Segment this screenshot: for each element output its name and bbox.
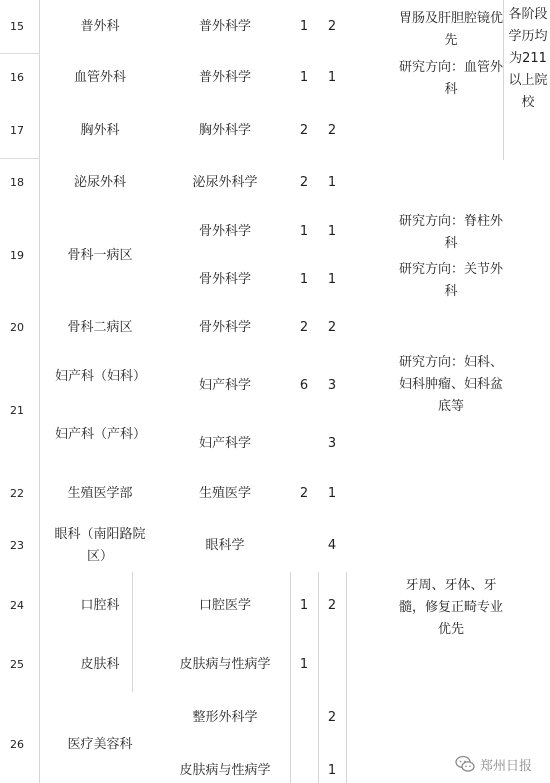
wechat-icon: [455, 754, 475, 774]
count-a: 1: [299, 70, 309, 85]
count-b: 2: [327, 710, 337, 725]
count-b: 2: [327, 320, 337, 335]
department: 生殖医学部: [67, 486, 133, 501]
row-number: 22: [10, 487, 24, 500]
count-a: 1: [299, 272, 309, 287]
watermark-text: 郑州日报: [480, 758, 533, 774]
major: 骨外科学: [198, 224, 251, 239]
major: 整形外科学: [192, 710, 258, 725]
row-number: 25: [10, 658, 24, 671]
note: 胃肠及肝胆腔镜优先: [398, 11, 503, 48]
department: 胸外科: [80, 123, 120, 138]
major: 胸外科学: [198, 123, 251, 138]
count-b: 3: [327, 378, 337, 393]
major: 皮肤病与性病学: [179, 763, 271, 778]
row-number: 26: [10, 738, 24, 751]
row-number: 18: [10, 176, 24, 189]
count-b: 3: [327, 436, 337, 451]
row-number: 17: [10, 124, 24, 137]
count-b: 2: [327, 598, 337, 613]
count-b: 1: [327, 272, 337, 287]
note: 研究方向：关节外科: [398, 262, 503, 299]
major: 生殖医学: [198, 486, 251, 501]
department: 泌尿外科: [73, 175, 126, 190]
count-a: 2: [299, 175, 309, 190]
count-a: 2: [299, 486, 309, 501]
major: 普外科学: [198, 19, 251, 34]
department: 骨科一病区: [67, 248, 133, 263]
count-b: 1: [327, 70, 337, 85]
count-b: 1: [327, 224, 337, 239]
count-b: 1: [327, 486, 337, 501]
count-b: 2: [327, 123, 337, 138]
note: 研究方向：血管外科: [398, 60, 503, 97]
count-a: 1: [299, 224, 309, 239]
count-b: 1: [327, 763, 337, 778]
count-a: 1: [299, 598, 309, 613]
note: 牙周、牙体、牙髓，修复正畸专业优先: [398, 578, 503, 637]
note: 研究方向：妇科、妇科肿瘤、妇科盆底等: [398, 355, 503, 414]
row-number: 19: [10, 249, 24, 262]
count-a: 6: [299, 378, 309, 393]
col-divider: [318, 572, 319, 783]
department: 普外科: [80, 19, 120, 34]
department: 皮肤科: [80, 657, 120, 672]
count-a: 2: [299, 320, 309, 335]
count-a: 1: [299, 657, 309, 672]
row-number: 21: [10, 404, 24, 417]
major: 泌尿外科学: [192, 175, 258, 190]
count-a: 2: [299, 123, 309, 138]
row-number: 24: [10, 599, 24, 612]
major: 皮肤病与性病学: [179, 657, 271, 672]
count-a: 1: [299, 19, 309, 34]
row-divider: [0, 53, 40, 54]
watermark: [455, 752, 550, 776]
department: 妇产科（妇科）: [55, 369, 147, 384]
major: 骨外科学: [198, 320, 251, 335]
department: 妇产科（产科）: [55, 427, 147, 442]
department: 血管外科: [73, 70, 126, 85]
count-b: 2: [327, 19, 337, 34]
note: 研究方向：脊柱外科: [398, 214, 503, 251]
department: 口腔科: [80, 598, 120, 613]
row-number: 16: [10, 71, 24, 84]
department: 医疗美容科: [67, 737, 133, 752]
row-divider: [0, 158, 40, 159]
row-number: 23: [10, 539, 24, 552]
department: 眼科（南阳路院区）: [54, 527, 146, 564]
count-b: 4: [327, 538, 337, 553]
major: 普外科学: [198, 70, 251, 85]
major: 妇产科学: [198, 436, 251, 451]
col-divider: [346, 572, 347, 783]
major: 眼科学: [205, 538, 245, 553]
major: 骨外科学: [198, 272, 251, 287]
row-number: 15: [10, 20, 24, 33]
col-divider: [290, 572, 291, 783]
row-number: 20: [10, 321, 24, 334]
education-requirement: 各阶段学历均为211以上院校: [508, 7, 548, 110]
major: 妇产科学: [198, 378, 251, 393]
major: 口腔医学: [198, 598, 251, 613]
count-b: 1: [327, 175, 337, 190]
department: 骨科二病区: [67, 320, 133, 335]
